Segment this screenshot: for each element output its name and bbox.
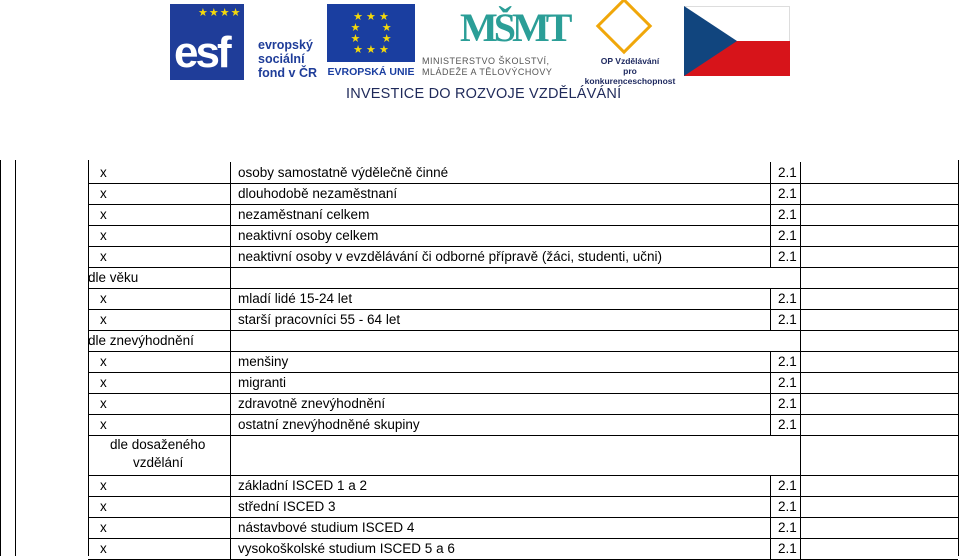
table-border bbox=[15, 160, 16, 556]
item-value: 2.1 bbox=[778, 228, 797, 243]
item-value: 2.1 bbox=[778, 520, 797, 535]
mark-cell: x bbox=[100, 354, 107, 369]
item-label: menšiny bbox=[238, 354, 289, 369]
eu-text: EVROPSKÁ UNIE bbox=[327, 66, 415, 78]
msmt-mark: MŠMT bbox=[460, 5, 569, 50]
op-logo bbox=[580, 4, 680, 86]
table-border-left bbox=[0, 160, 1, 556]
item-label: střední ISCED 3 bbox=[238, 499, 336, 514]
item-value: 2.1 bbox=[778, 478, 797, 493]
mark-cell: x bbox=[100, 478, 107, 493]
cell-border bbox=[230, 267, 231, 288]
cell-border bbox=[230, 496, 231, 517]
msmt-text: MINISTERSTVO ŠKOLSTVÍ, MLÁDEŽE A TĚLOVÝCHOVY bbox=[422, 56, 553, 77]
item-label: zdravotně znevýhodnění bbox=[238, 396, 386, 411]
item-label: migranti bbox=[238, 375, 287, 390]
op-text: OP Vzdělávání pro konkurenceschopnost bbox=[584, 56, 676, 86]
row-divider bbox=[88, 309, 958, 310]
row-divider bbox=[88, 204, 958, 205]
row-divider bbox=[88, 330, 958, 331]
mark-cell: x bbox=[100, 417, 107, 432]
cell-border bbox=[770, 309, 771, 330]
group-label: dle znevýhodnění bbox=[88, 333, 194, 348]
esf-letters: esf bbox=[174, 28, 229, 77]
mark-cell: x bbox=[100, 541, 107, 556]
cell-border bbox=[230, 225, 231, 246]
mark-cell: x bbox=[100, 375, 107, 390]
cell-border bbox=[800, 372, 801, 393]
cell-border bbox=[230, 351, 231, 372]
msmt-logo bbox=[422, 4, 572, 80]
row-divider bbox=[88, 351, 958, 352]
item-label: starší pracovníci 55 - 64 let bbox=[238, 312, 401, 327]
mark-cell: x bbox=[100, 249, 107, 264]
group-label: dle dosaženého bbox=[110, 437, 206, 452]
row-divider bbox=[88, 393, 958, 394]
group-label: dle věku bbox=[88, 270, 139, 285]
row-divider bbox=[88, 475, 958, 476]
cell-border bbox=[800, 267, 801, 288]
item-label: dlouhodobě nezaměstnaní bbox=[238, 186, 398, 201]
header-logos bbox=[0, 0, 960, 110]
mark-cell: x bbox=[100, 207, 107, 222]
cell-border bbox=[800, 309, 801, 330]
item-value: 2.1 bbox=[778, 396, 797, 411]
row-divider bbox=[88, 414, 958, 415]
cell-border bbox=[230, 330, 231, 351]
mark-cell: x bbox=[100, 228, 107, 243]
tagline: INVESTICE DO ROZVOJE VZDĚLÁVÁNÍ bbox=[346, 86, 622, 102]
cell-border bbox=[770, 204, 771, 225]
item-label: neaktivní osoby v evzdělávání či odborné přípravě (žáci, studenti, učni) bbox=[238, 249, 662, 264]
item-label: mladí lidé 15-24 let bbox=[238, 291, 353, 306]
criteria-table bbox=[0, 160, 960, 556]
item-value: 2.1 bbox=[778, 312, 797, 327]
cell-border bbox=[230, 162, 231, 183]
czech-flag-icon bbox=[684, 6, 790, 76]
item-value: 2.1 bbox=[778, 291, 797, 306]
mark-cell: x bbox=[100, 186, 107, 201]
cell-border bbox=[800, 162, 801, 183]
cell-border bbox=[230, 309, 231, 330]
cell-border bbox=[800, 475, 801, 496]
mark-cell: x bbox=[100, 396, 107, 411]
cell-border bbox=[800, 517, 801, 538]
cell-border bbox=[770, 475, 771, 496]
cell-border bbox=[800, 496, 801, 517]
mark-cell: x bbox=[100, 291, 107, 306]
cell-border bbox=[800, 330, 801, 351]
item-label: neaktivní osoby celkem bbox=[238, 228, 379, 243]
esf-text: evropský sociální fond v ČR bbox=[258, 38, 318, 80]
item-label: ostatní znevýhodněné skupiny bbox=[238, 417, 420, 432]
cell-border bbox=[230, 246, 231, 267]
item-value: 2.1 bbox=[778, 417, 797, 432]
cell-border bbox=[800, 414, 801, 435]
group-label: vzdělání bbox=[133, 455, 184, 470]
cell-border bbox=[800, 435, 801, 475]
item-value: 2.1 bbox=[778, 207, 797, 222]
row-divider bbox=[88, 517, 958, 518]
cell-border bbox=[230, 183, 231, 204]
cell-border bbox=[770, 372, 771, 393]
cell-border bbox=[770, 225, 771, 246]
item-value: 2.1 bbox=[778, 375, 797, 390]
cell-border bbox=[230, 414, 231, 435]
cell-border bbox=[770, 393, 771, 414]
cell-border bbox=[800, 393, 801, 414]
row-divider bbox=[88, 267, 958, 268]
item-value: 2.1 bbox=[778, 541, 797, 556]
mark-cell: x bbox=[100, 520, 107, 535]
cell-border bbox=[770, 288, 771, 309]
esf-logo bbox=[170, 4, 318, 80]
mark-cell: x bbox=[100, 165, 107, 180]
mark-cell: x bbox=[100, 499, 107, 514]
cell-border bbox=[770, 414, 771, 435]
cell-border bbox=[800, 288, 801, 309]
cell-border bbox=[800, 225, 801, 246]
item-label: vysokoškolské studium ISCED 5 a 6 bbox=[238, 541, 455, 556]
cell-border bbox=[230, 372, 231, 393]
item-value: 2.1 bbox=[778, 165, 797, 180]
cell-border bbox=[800, 183, 801, 204]
op-mark-icon bbox=[596, 0, 653, 54]
cell-border bbox=[230, 517, 231, 538]
item-label: nástavbové studium ISCED 4 bbox=[238, 520, 415, 535]
cell-border bbox=[230, 288, 231, 309]
item-value: 2.1 bbox=[778, 249, 797, 264]
mark-cell: x bbox=[100, 312, 107, 327]
cell-border bbox=[770, 496, 771, 517]
eu-flag-icon: ★ ★ ★ ★ ★ ★ ★ ★ ★ ★ bbox=[327, 4, 415, 62]
item-label: nezaměstnaní celkem bbox=[238, 207, 370, 222]
row-divider bbox=[88, 183, 958, 184]
row-divider bbox=[88, 288, 958, 289]
row-divider bbox=[88, 538, 958, 539]
item-value: 2.1 bbox=[778, 186, 797, 201]
row-divider bbox=[88, 435, 958, 436]
eu-logo bbox=[327, 4, 415, 80]
stars-icon: ★★★★ bbox=[198, 7, 242, 19]
cell-border bbox=[230, 475, 231, 496]
item-label: základní ISCED 1 a 2 bbox=[238, 478, 368, 493]
row-divider bbox=[88, 225, 958, 226]
cell-border bbox=[770, 517, 771, 538]
cell-border bbox=[800, 246, 801, 267]
row-divider bbox=[88, 372, 958, 373]
item-label: osoby samostatně výdělečně činné bbox=[238, 165, 449, 180]
row-divider bbox=[88, 496, 958, 497]
cell-border bbox=[230, 435, 231, 475]
cell-border bbox=[770, 162, 771, 183]
cell-border bbox=[800, 204, 801, 225]
row-divider bbox=[88, 246, 958, 247]
cell-border bbox=[770, 246, 771, 267]
cell-border bbox=[800, 351, 801, 372]
cell-border bbox=[230, 204, 231, 225]
item-value: 2.1 bbox=[778, 354, 797, 369]
item-value: 2.1 bbox=[778, 499, 797, 514]
cell-border bbox=[230, 393, 231, 414]
cell-border bbox=[770, 351, 771, 372]
table-border-right bbox=[958, 160, 959, 556]
cell-border bbox=[770, 183, 771, 204]
